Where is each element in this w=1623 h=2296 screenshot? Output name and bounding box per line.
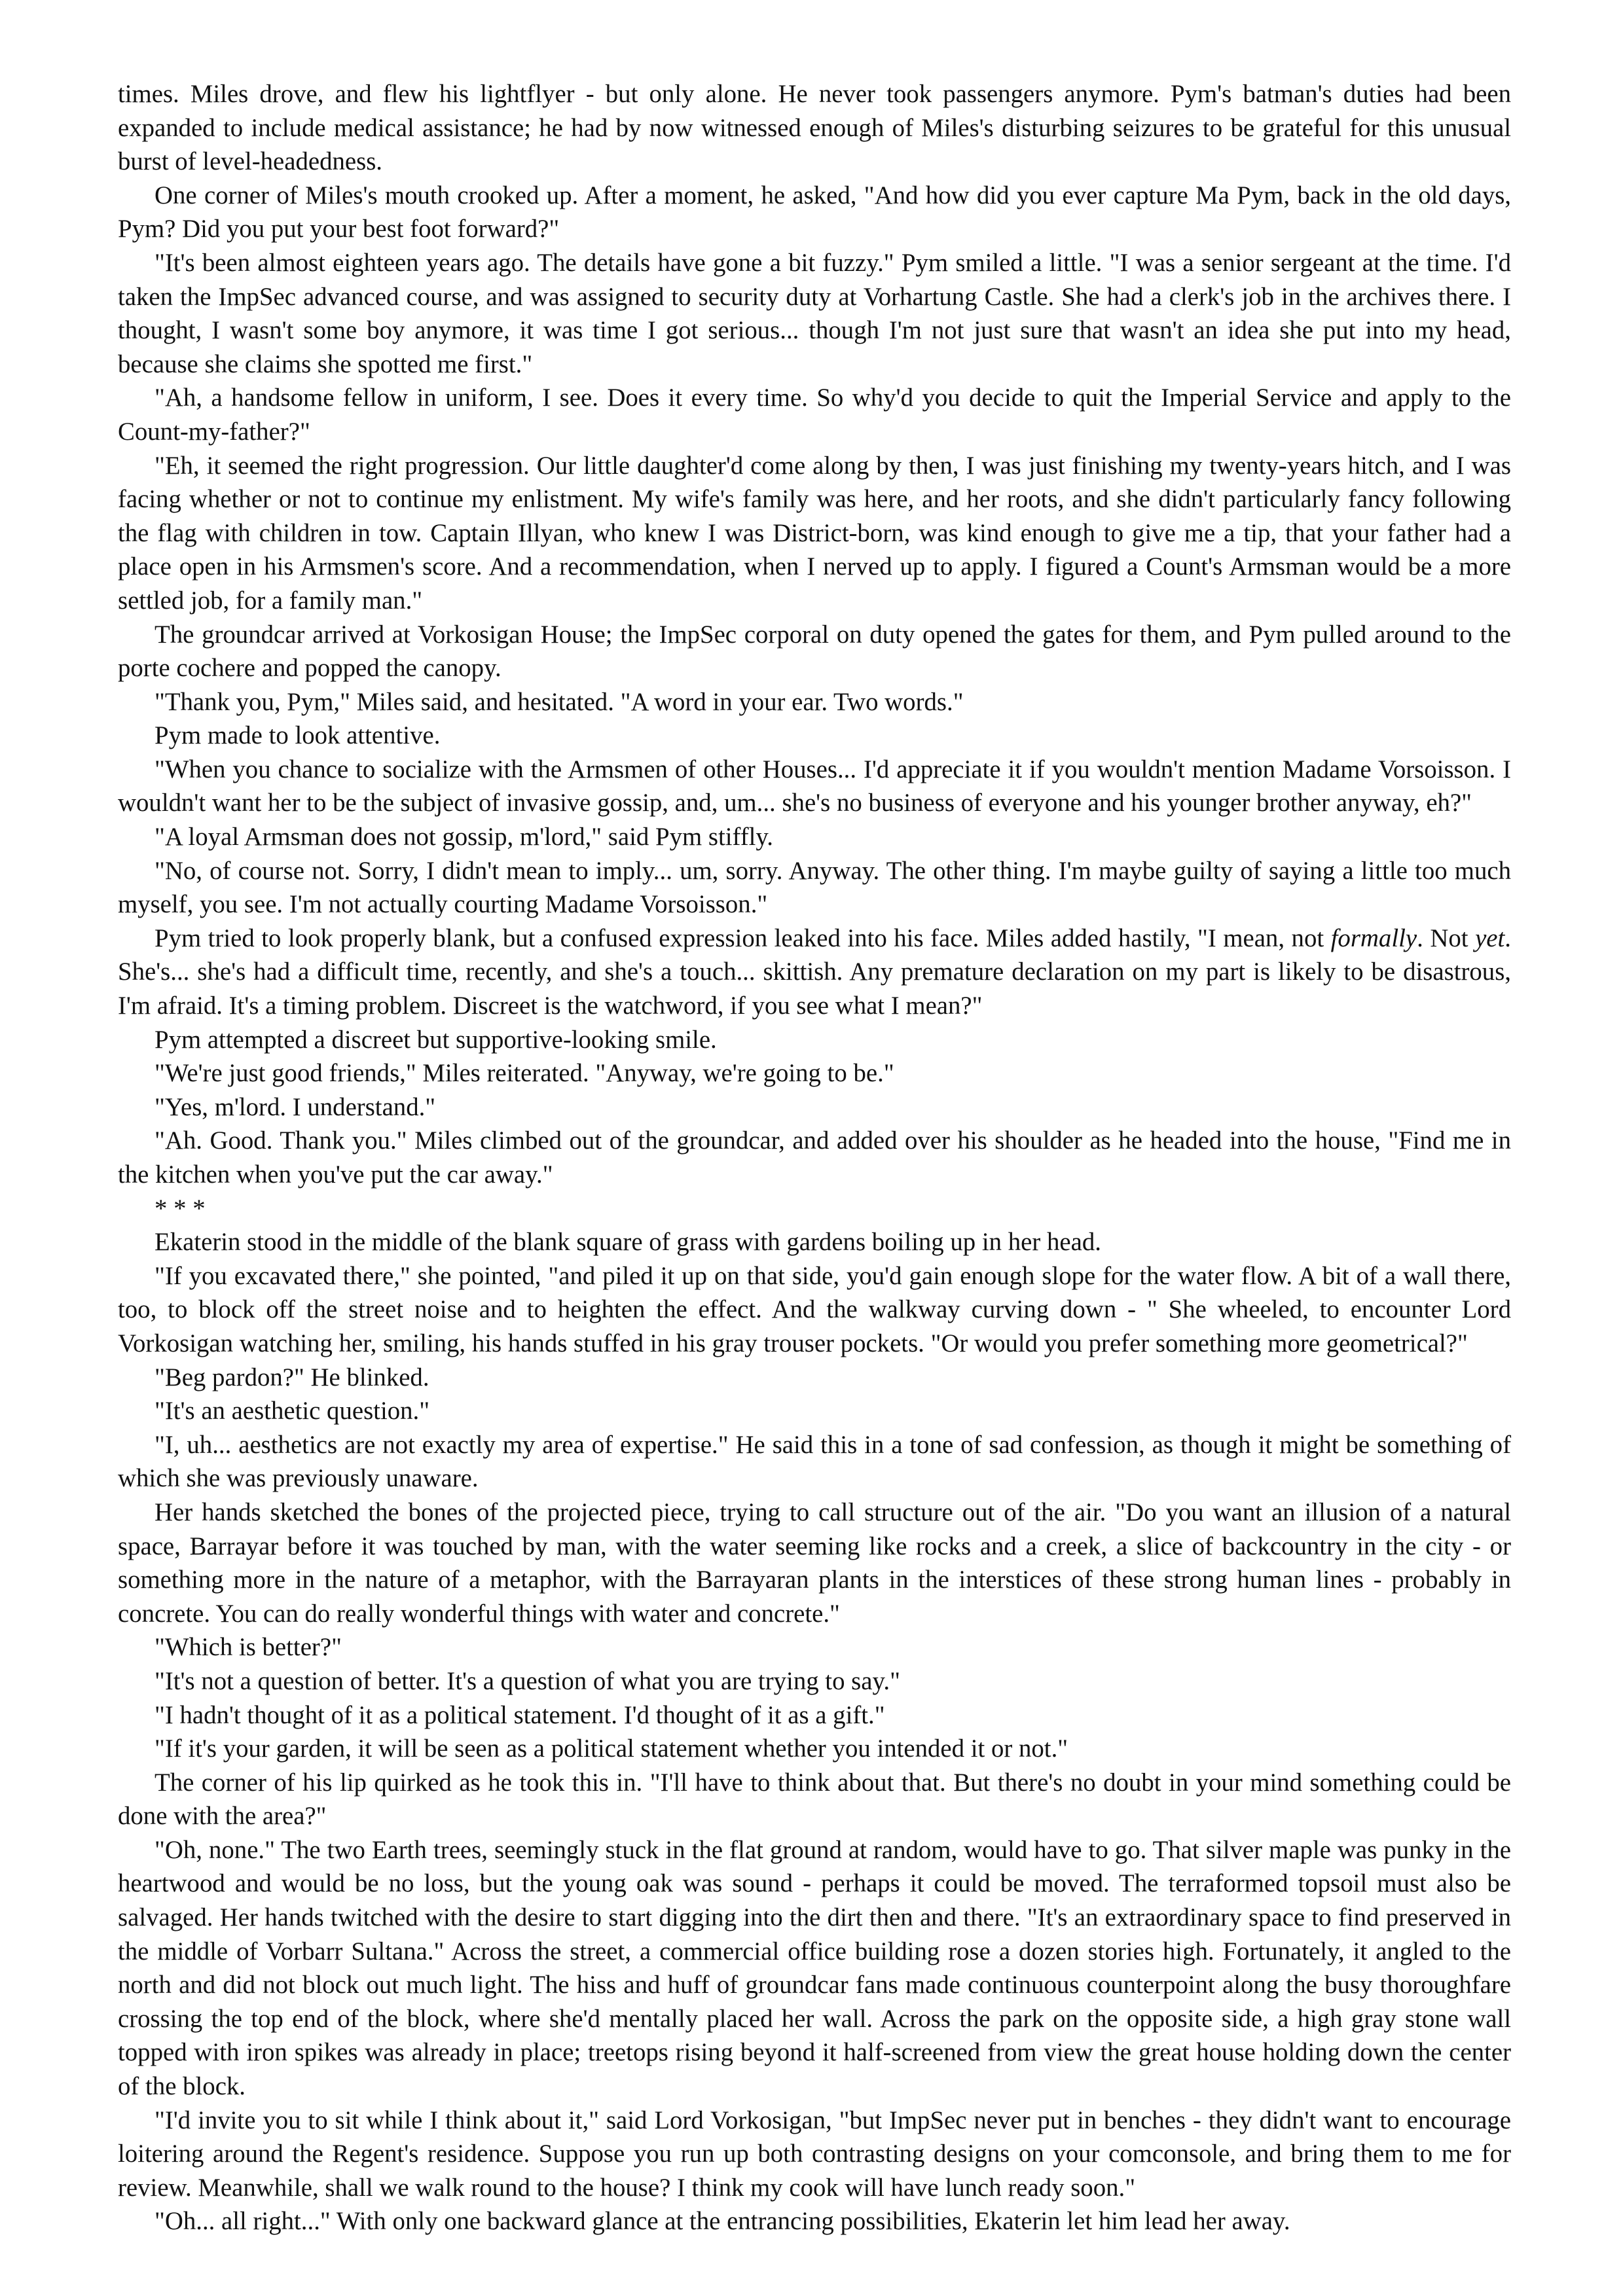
- paragraph: [118, 1630, 1511, 1664]
- text-run: . Not: [1417, 924, 1476, 952]
- italic-text: yet: [1475, 924, 1505, 952]
- text-run: Her hands sketched the bones of the projected piece, trying to call structure out of the air. "Do you want an illusion of a natural space, Barrayar before it was touched by man, with the water seeming like rocks and a creek, a slice of backcountry in the city - or something more in the nature of a metaphor, with the Barrayaran plants in the interstices of these strong human lines - probably in concrete. You can do really wonderful things with water and concrete.": [118, 1498, 1511, 1628]
- paragraph: [118, 820, 1511, 854]
- paragraph: [118, 1225, 1511, 1259]
- text-run: "It's an aesthetic question.": [155, 1397, 430, 1426]
- paragraph: [118, 618, 1511, 685]
- paragraph: [118, 922, 1511, 1023]
- paragraph: [118, 1428, 1511, 1496]
- paragraph: [118, 449, 1511, 618]
- text-run: "Thank you, Pym," Miles said, and hesitated. "A word in your ear. Two words.": [155, 687, 964, 716]
- paragraph: [118, 179, 1511, 246]
- text-run: "Which is better?": [155, 1633, 342, 1662]
- text-run: "It's not a question of better. It's a question of what you are trying to say.": [155, 1666, 900, 1695]
- text-run: "Ah, a handsome fellow in uniform, I see. Does it every time. So why'd you decide to quit the Imperial Service and apply to the Count-my-father?": [118, 384, 1511, 446]
- text-run: "A loyal Armsman does not gossip, m'lord," said Pym stiffly.: [155, 823, 774, 852]
- paragraph: [118, 854, 1511, 922]
- text-run: The groundcar arrived at Vorkosigan House; the ImpSec corporal on duty opened the gates for them, and Pym pulled around to the porte cochere and popped the canopy.: [118, 620, 1511, 683]
- book-page: [118, 77, 1511, 2238]
- text-run: "I'd invite you to sit while I think about it," said Lord Vorkosigan, "but ImpSec never put in benches - they didn't want to encourage loitering around the Regent's residence. Suppose you run up both contrasting designs on your comconsole, and bring them to me for review. Meanwhile, shall we walk round to the house? I think my cook will have lunch ready soon.": [118, 2106, 1511, 2202]
- paragraph: [118, 753, 1511, 820]
- paragraph: [118, 1766, 1511, 1833]
- paragraph: [118, 1732, 1511, 1766]
- paragraph: [118, 1698, 1511, 1732]
- paragraph: [118, 1259, 1511, 1361]
- text-run: "Yes, m'lord. I understand.": [155, 1092, 436, 1121]
- paragraph: [118, 1090, 1511, 1124]
- paragraph: [118, 1664, 1511, 1698]
- paragraph: [118, 1496, 1511, 1630]
- paragraph: [118, 77, 1511, 179]
- scene-break: [118, 1192, 1511, 1226]
- paragraph: [118, 1833, 1511, 2104]
- text-run: "Oh, none." The two Earth trees, seemingly stuck in the flat ground at random, would have to go. That silver maple was punky in the heartwood and would be no loss, but the young oak was sound - perhaps it could be moved. The terraformed topsoil must also be salvaged. Her hands twitched with the desire to start digging into the dirt then and there. "It's an extraordinary space to find preserved in the middle of Vorbarr Sultana." Across the street, a commercial office building rose a dozen stories high. Fortunately, it angled to the north and did not block out much light. The hiss and huff of groundcar fans made continuous counterpoint along the busy thoroughfare crossing the top end of the block, where she'd mentally placed her wall. Across the park on the opposite side, a high gray stone wall topped with iron spikes was already in place; treetops rising beyond it half-screened from view the great house holding down the center of the block.: [118, 1835, 1511, 2101]
- text-run: "When you chance to socialize with the Armsmen of other Houses... I'd appreciate it if you wouldn't mention Madame Vorsoisson. I wouldn't want her to be the subject of invasive gossip, and, um... she's no business of everyone and his younger brother anyway, eh?": [118, 755, 1511, 817]
- paragraph: [118, 1056, 1511, 1090]
- text-run: Pym tried to look properly blank, but a confused expression leaked into his face. Miles added hastily, "I mean, not: [155, 924, 1331, 952]
- paragraph: [118, 1023, 1511, 1057]
- text-run: Pym attempted a discreet but supportive-looking smile.: [155, 1025, 717, 1054]
- text-run: . She's... she's had a difficult time, recently, and she's a touch... skittish. Any premature declaration on my part is likely to be disastrous, I'm afraid. It's a timing problem. Discreet is the watchword, if you see what I mean?": [118, 924, 1511, 1020]
- italic-text: formally: [1330, 924, 1417, 952]
- text-run: "I hadn't thought of it as a political statement. I'd thought of it as a gift.": [155, 1700, 885, 1729]
- text-run: "I, uh... aesthetics are not exactly my area of expertise." He said this in a tone of sad confession, as though it might be something of which she was previously unaware.: [118, 1430, 1511, 1493]
- text-run: "We're just good friends," Miles reiterated. "Anyway, we're going to be.": [155, 1059, 894, 1088]
- text-run: times. Miles drove, and flew his lightflyer - but only alone. He never took passengers anymore. Pym's batman's duties had been expanded to include medical assistance; he had by now witnessed enough of Miles's disturbing seizures to be grateful for this unusual burst of level-headedness.: [118, 80, 1511, 176]
- text-run: Pym made to look attentive.: [155, 721, 441, 750]
- paragraph: [118, 1124, 1511, 1191]
- text-run: One corner of Miles's mouth crooked up. After a moment, he asked, "And how did you ever capture Ma Pym, back in the old days, Pym? Did you put your best foot forward?": [118, 181, 1511, 243]
- paragraph: [118, 2104, 1511, 2205]
- paragraph: [118, 246, 1511, 381]
- text-run: "Eh, it seemed the right progression. Our little daughter'd come along by then, I was just finishing my twenty-years hitch, and I was facing whether or not to continue my enlistment. My wife's family was here, and her roots, and she didn't particularly fancy following the flag with children in tow. Captain Illyan, who knew I was District-born, was kind enough to give me a tip, that your father had a place open in his Armsmen's score. And a recommendation, when I nerved up to apply. I figured a Count's Armsman would be a more settled job, for a family man.": [118, 451, 1511, 615]
- paragraph: [118, 719, 1511, 753]
- text-run: "Oh... all right..." With only one backward glance at the entrancing possibilities, Ekaterin let him lead her away.: [155, 2207, 1290, 2236]
- text-run: "If you excavated there," she pointed, "and piled it up on that side, you'd gain enough slope for the water flow. A bit of a wall there, too, to block off the street noise and to heighten the effect. And the walkway curving down - " She wheeled, to encounter Lord Vorkosigan watching her, smiling, his hands stuffed in his gray trouser pockets. "Or would you prefer something more geometrical?": [118, 1261, 1511, 1357]
- text-run: "Ah. Good. Thank you." Miles climbed out of the groundcar, and added over his shoulder as he headed into the house, "Find me in the kitchen when you've put the car away.": [118, 1126, 1511, 1189]
- paragraph: [118, 381, 1511, 448]
- text-run: "If it's your garden, it will be seen as a political statement whether you intended it or not.": [155, 1734, 1068, 1763]
- text-run: Ekaterin stood in the middle of the blank square of grass with gardens boiling up in her head.: [155, 1228, 1101, 1257]
- paragraph: [118, 685, 1511, 719]
- text-run: * * *: [155, 1194, 206, 1223]
- text-run: "Beg pardon?" He blinked.: [155, 1363, 429, 1391]
- paragraph: [118, 1361, 1511, 1395]
- paragraph: [118, 1394, 1511, 1428]
- text-run: The corner of his lip quirked as he took this in. "I'll have to think about that. But there's no doubt in your mind something could be done with the area?": [118, 1768, 1511, 1831]
- paragraph: [118, 2204, 1511, 2238]
- text-run: "No, of course not. Sorry, I didn't mean to imply... um, sorry. Anyway. The other thing. I'm maybe guilty of saying a little too much myself, you see. I'm not actually courting Madame Vorsoisson.": [118, 856, 1511, 919]
- text-run: "It's been almost eighteen years ago. The details have gone a bit fuzzy." Pym smiled a little. "I was a senior sergeant at the time. I'd taken the ImpSec advanced course, and was assigned to security duty at Vorhartung Castle. She had a clerk's job in the archives there. I thought, I wasn't some boy anymore, it was time I got serious... though I'm not just sure that wasn't an idea she put into my head, because she claims she spotted me first.": [118, 248, 1511, 378]
